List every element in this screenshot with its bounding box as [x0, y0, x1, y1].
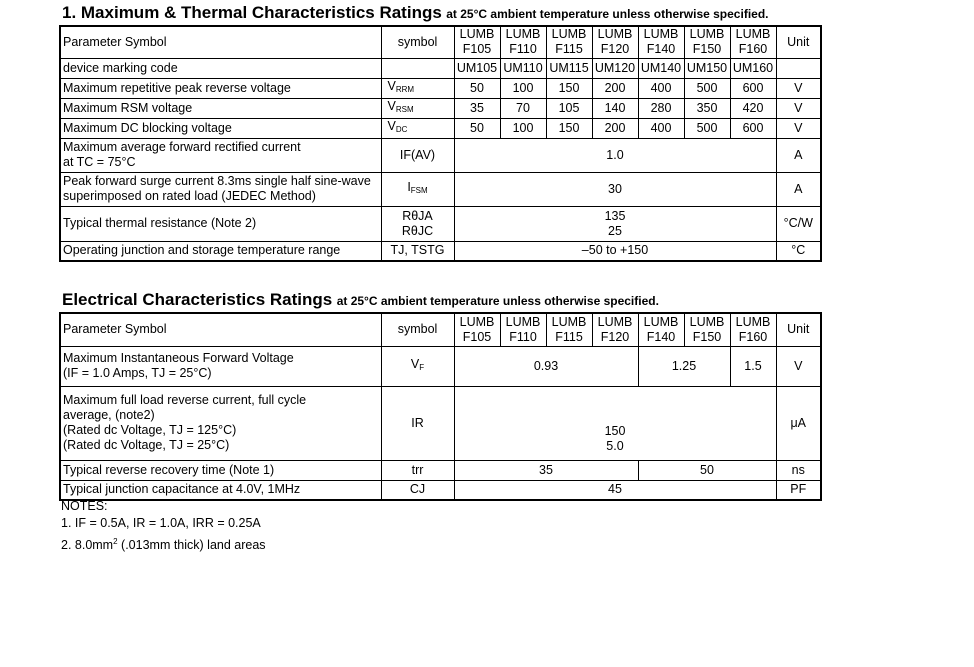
- header-model: LUMB F160: [730, 313, 776, 346]
- unit-cell: V: [776, 78, 821, 98]
- symbol-cell: IR: [381, 386, 454, 460]
- table-row: [60, 460, 821, 480]
- value-cell: 140: [592, 98, 638, 118]
- table-row: [60, 98, 821, 118]
- header-model: LUMB F150: [684, 26, 730, 58]
- header-symbol: symbol: [381, 313, 454, 346]
- value-cell: 400: [638, 78, 684, 98]
- header-model: LUMB F105: [454, 313, 500, 346]
- table-row: [60, 480, 821, 500]
- value-cell: 50: [638, 460, 776, 480]
- table-row: [60, 138, 821, 172]
- value-cell: 500: [684, 78, 730, 98]
- table-row: [60, 58, 821, 78]
- header-model: LUMB F105: [454, 26, 500, 58]
- value-cell: 50: [454, 118, 500, 138]
- header-symbol: symbol: [381, 26, 454, 58]
- header-model: LUMB F110: [500, 313, 546, 346]
- header-model: LUMB F140: [638, 313, 684, 346]
- value-cell: 500: [684, 118, 730, 138]
- unit-cell: °C/W: [776, 206, 821, 241]
- param-cell: Typical junction capacitance at 4.0V, 1MHz: [60, 480, 381, 500]
- symbol-cell: IF(AV): [381, 138, 454, 172]
- electrical-ratings-table: [59, 312, 822, 501]
- symbol-cell: [381, 58, 454, 78]
- marking-code: UM140: [638, 58, 684, 78]
- table-row: [60, 206, 821, 241]
- unit-cell: μA: [776, 386, 821, 460]
- marking-code: UM105: [454, 58, 500, 78]
- marking-code: UM110: [500, 58, 546, 78]
- header-unit: Unit: [776, 26, 821, 58]
- note-1: 1. IF = 0.5A, IR = 1.0A, IRR = 0.25A: [61, 516, 261, 530]
- unit-cell: [776, 58, 821, 78]
- unit-cell: PF: [776, 480, 821, 500]
- value-cell: 35: [454, 98, 500, 118]
- symbol-cell: $V_{RRM}$: [381, 78, 454, 98]
- param-cell: Typical thermal resistance (Note 2): [60, 206, 381, 241]
- table-row: [60, 118, 821, 138]
- value-cell: 200: [592, 118, 638, 138]
- header-model: LUMB F120: [592, 313, 638, 346]
- table-row: [60, 346, 821, 386]
- param-cell: Maximum DC blocking voltage: [60, 118, 381, 138]
- param-cell: Peak forward surge current 8.3ms single half sine-wave superimposed on rated load (JEDEC Method): [60, 172, 381, 206]
- param-cell: Maximum repetitive peak reverse voltage: [60, 78, 381, 98]
- symbol-cell: $V_{DC}$: [381, 118, 454, 138]
- symbol-cell: $V_{RSM}$: [381, 98, 454, 118]
- header-model: LUMB F115: [546, 26, 592, 58]
- marking-code: UM120: [592, 58, 638, 78]
- marking-code: UM150: [684, 58, 730, 78]
- table-row: [60, 78, 821, 98]
- value-cell: 350: [684, 98, 730, 118]
- value-cell: 35: [454, 460, 638, 480]
- section2-title-main: Electrical Characteristics Ratings: [62, 290, 333, 309]
- section1-title: [62, 3, 769, 23]
- symbol-cell: RθJA RθJC: [381, 206, 454, 241]
- header-row: [60, 313, 821, 346]
- header-model: LUMB F115: [546, 313, 592, 346]
- header-unit: Unit: [776, 313, 821, 346]
- header-model: LUMB F120: [592, 26, 638, 58]
- section2-title: [62, 290, 659, 310]
- value-cell: 150: [546, 78, 592, 98]
- value-cell: 1.25: [638, 346, 730, 386]
- value-cell: 70: [500, 98, 546, 118]
- header-model: LUMB F140: [638, 26, 684, 58]
- table-row: [60, 172, 821, 206]
- param-cell: Maximum RSM voltage: [60, 98, 381, 118]
- header-model: LUMB F110: [500, 26, 546, 58]
- unit-cell: A: [776, 138, 821, 172]
- symbol-cell: $I_{FSM}$: [381, 172, 454, 206]
- unit-cell: A: [776, 172, 821, 206]
- value-cell: 1.5: [730, 346, 776, 386]
- note-2: 2. $8.0mm^2$ (.013mm thick) land areas: [61, 537, 266, 552]
- value-cell: 150: [546, 118, 592, 138]
- table-row: [60, 241, 821, 261]
- value-cell: 0.93: [454, 346, 638, 386]
- value-cell: 105: [546, 98, 592, 118]
- section1-title-main: 1. Maximum & Thermal Characteristics Ratings: [62, 3, 442, 22]
- value-cell: 1.0: [454, 138, 776, 172]
- param-cell: Typical reverse recovery time (Note 1): [60, 460, 381, 480]
- value-cell: 150 5.0: [454, 386, 776, 460]
- param-cell: device marking code: [60, 58, 381, 78]
- table-row: [60, 386, 821, 460]
- unit-cell: ns: [776, 460, 821, 480]
- value-cell: 135 25: [454, 206, 776, 241]
- header-param: Parameter Symbol: [60, 313, 381, 346]
- value-cell: –50 to +150: [454, 241, 776, 261]
- symbol-cell: $V_F$: [381, 346, 454, 386]
- unit-cell: V: [776, 346, 821, 386]
- header-model: LUMB F160: [730, 26, 776, 58]
- value-cell: 600: [730, 78, 776, 98]
- notes-heading: NOTES:: [61, 499, 108, 513]
- unit-cell: V: [776, 118, 821, 138]
- symbol-cell: CJ: [381, 480, 454, 500]
- symbol-cell: TJ, TSTG: [381, 241, 454, 261]
- value-cell: 50: [454, 78, 500, 98]
- param-cell: Maximum average forward rectified current at TC = 75°C: [60, 138, 381, 172]
- value-cell: 30: [454, 172, 776, 206]
- param-cell: Maximum full load reverse current, full cycle average, (note2) (Rated dc Voltage, TJ = 125°C) (Rated dc Voltage, TJ = 25°C): [60, 386, 381, 460]
- header-param: Parameter Symbol: [60, 26, 381, 58]
- header-row: [60, 26, 821, 58]
- param-cell: Maximum Instantaneous Forward Voltage (IF = 1.0 Amps, TJ = 25°C): [60, 346, 381, 386]
- marking-code: UM160: [730, 58, 776, 78]
- value-cell: 400: [638, 118, 684, 138]
- section2-title-sub: at 25°C ambient temperature unless otherwise specified.: [336, 294, 659, 308]
- max-thermal-ratings-table: [59, 25, 822, 262]
- value-cell: 45: [454, 480, 776, 500]
- value-cell: 420: [730, 98, 776, 118]
- param-cell: Operating junction and storage temperature range: [60, 241, 381, 261]
- value-cell: 280: [638, 98, 684, 118]
- symbol-cell: trr: [381, 460, 454, 480]
- marking-code: UM115: [546, 58, 592, 78]
- header-model: LUMB F150: [684, 313, 730, 346]
- value-cell: 200: [592, 78, 638, 98]
- unit-cell: V: [776, 98, 821, 118]
- value-cell: 100: [500, 78, 546, 98]
- value-cell: 600: [730, 118, 776, 138]
- unit-cell: °C: [776, 241, 821, 261]
- value-cell: 100: [500, 118, 546, 138]
- section1-title-sub: at 25°C ambient temperature unless otherwise specified.: [446, 7, 769, 21]
